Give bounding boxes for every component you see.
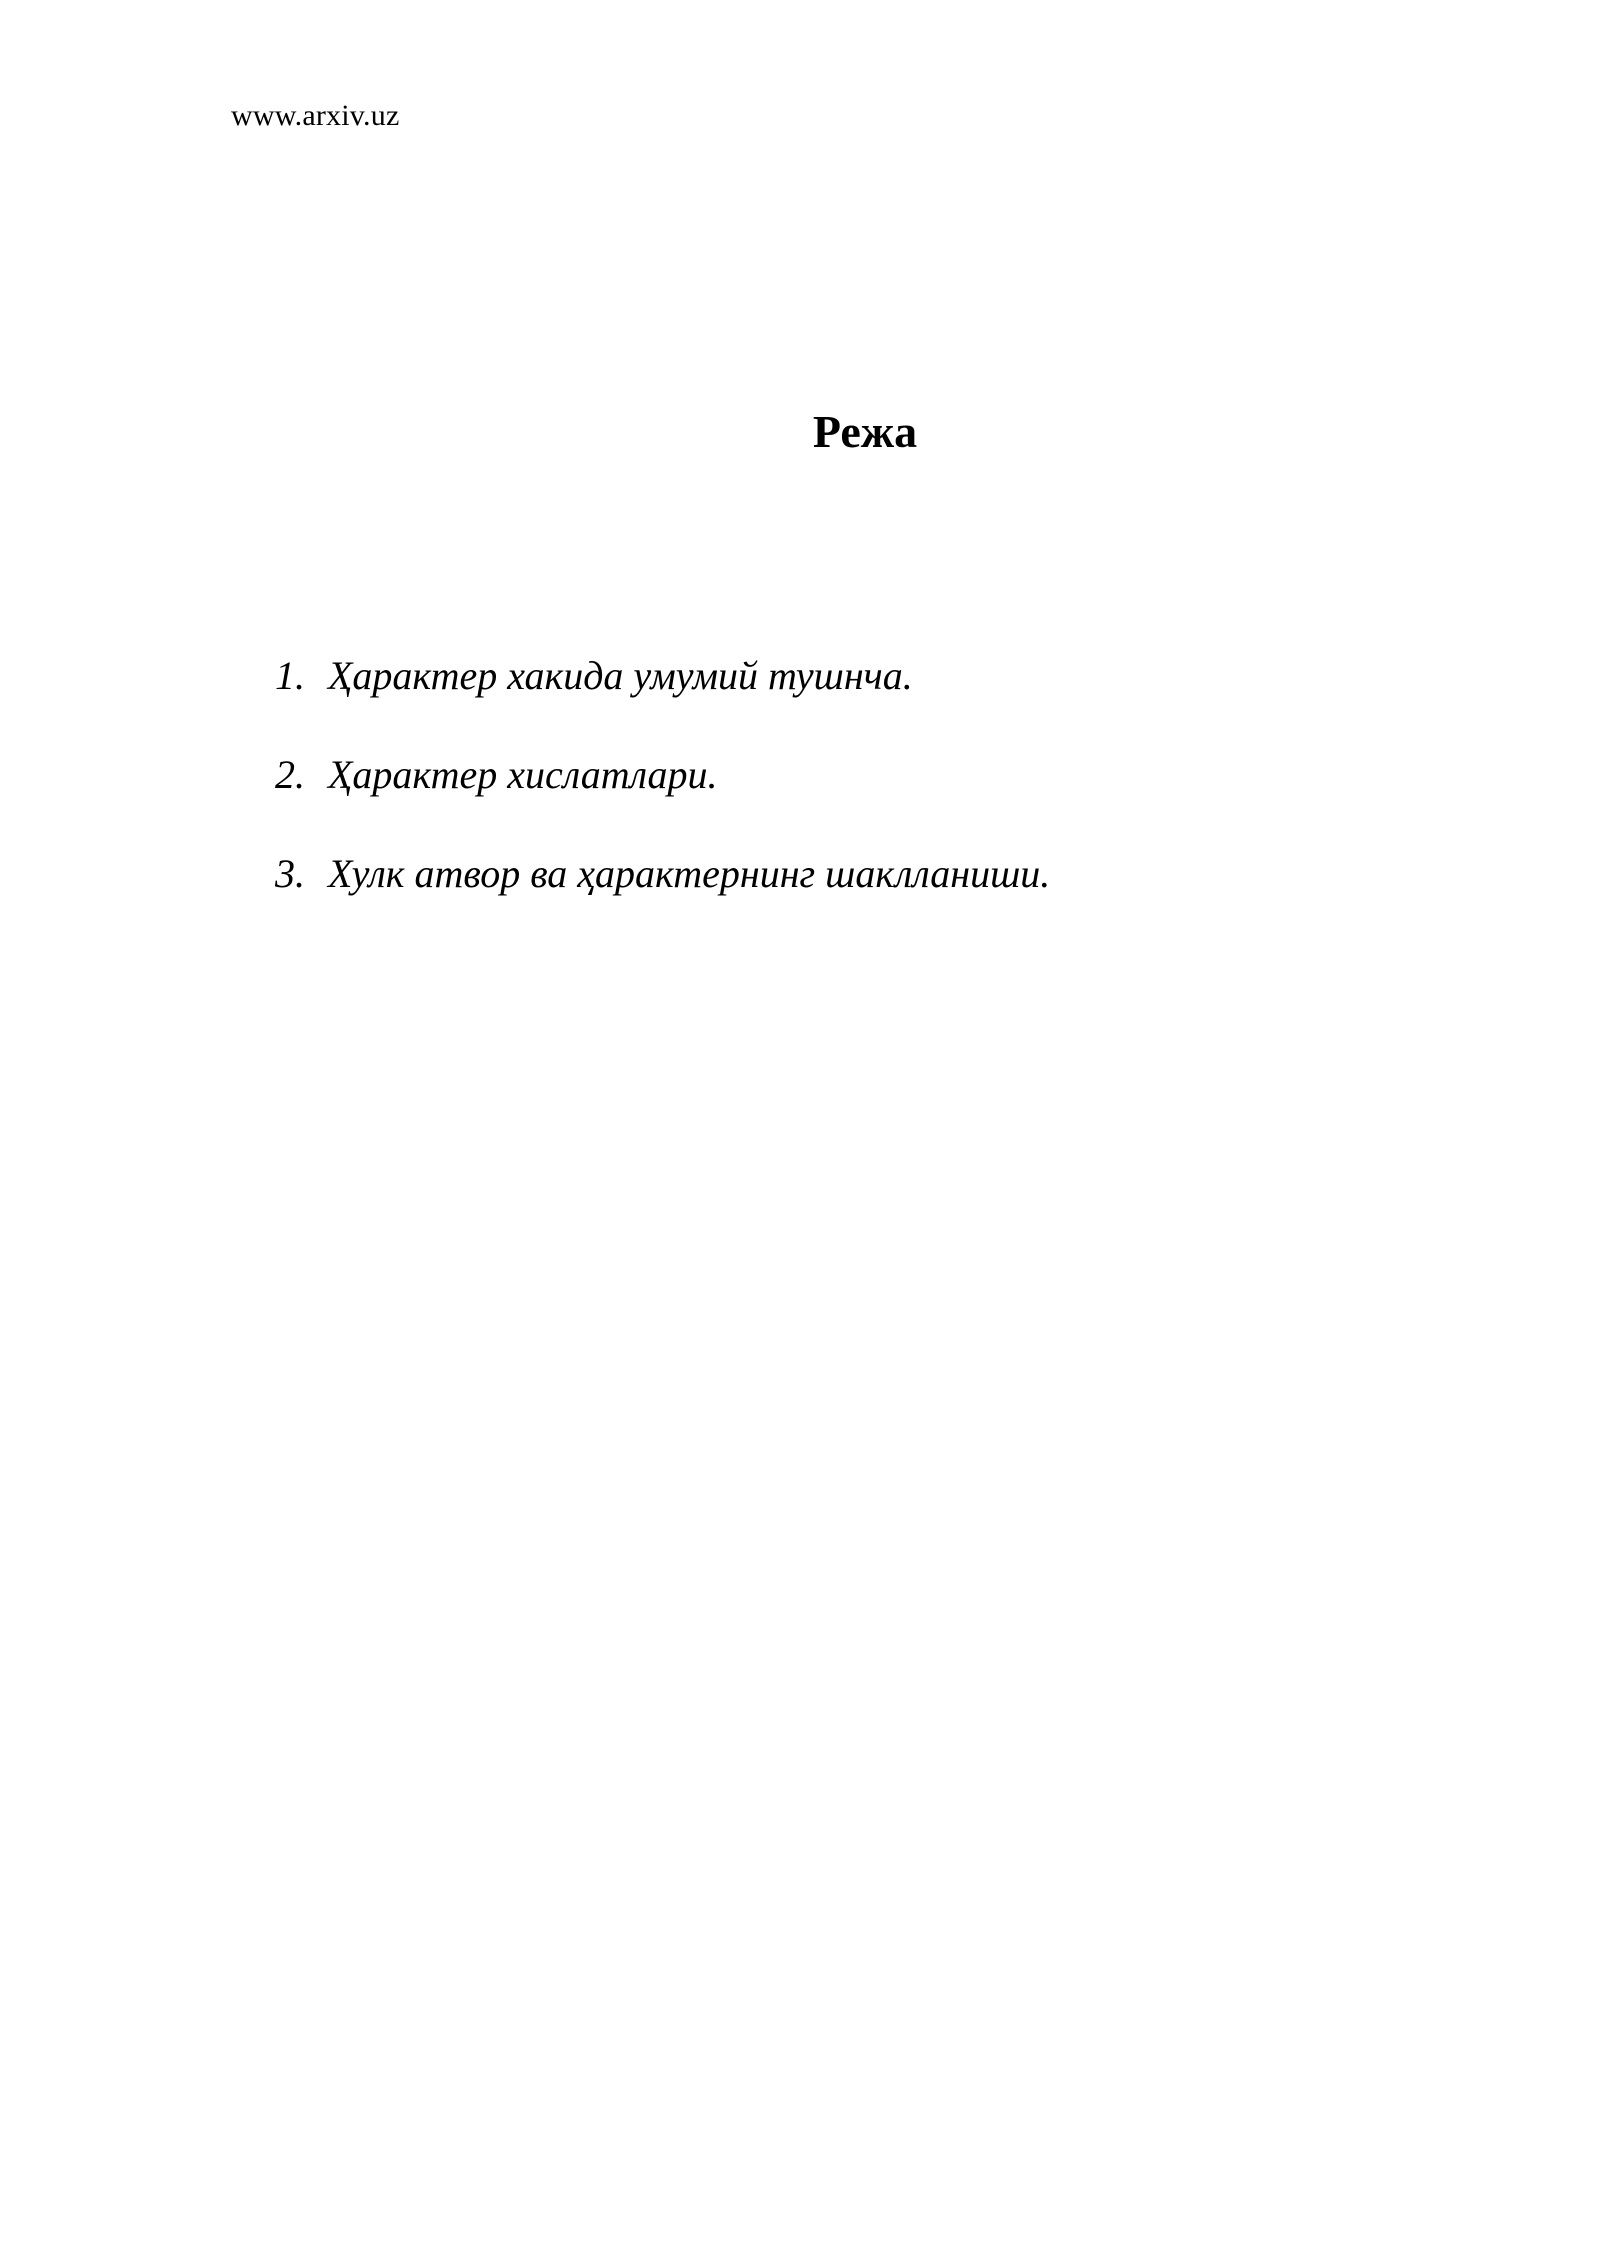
list-item-text: Хулк атвор ва ҳарактернинг шаклланиши.	[328, 851, 1051, 896]
list-item-number: 1.	[275, 653, 305, 698]
page-title: Режа	[812, 406, 918, 457]
list-item	[275, 751, 1050, 799]
header-url: www.arxiv.uz	[231, 99, 400, 132]
list-item-text: Ҳарактер хислатлари.	[328, 752, 718, 797]
list-item	[275, 850, 1050, 898]
plan-list	[275, 652, 1050, 898]
list-item-number: 3.	[275, 851, 305, 896]
list-item	[275, 652, 1050, 700]
list-item-number: 2.	[275, 752, 305, 797]
list-item-text: Ҳарактер хакида умумий тушнча.	[328, 653, 913, 698]
